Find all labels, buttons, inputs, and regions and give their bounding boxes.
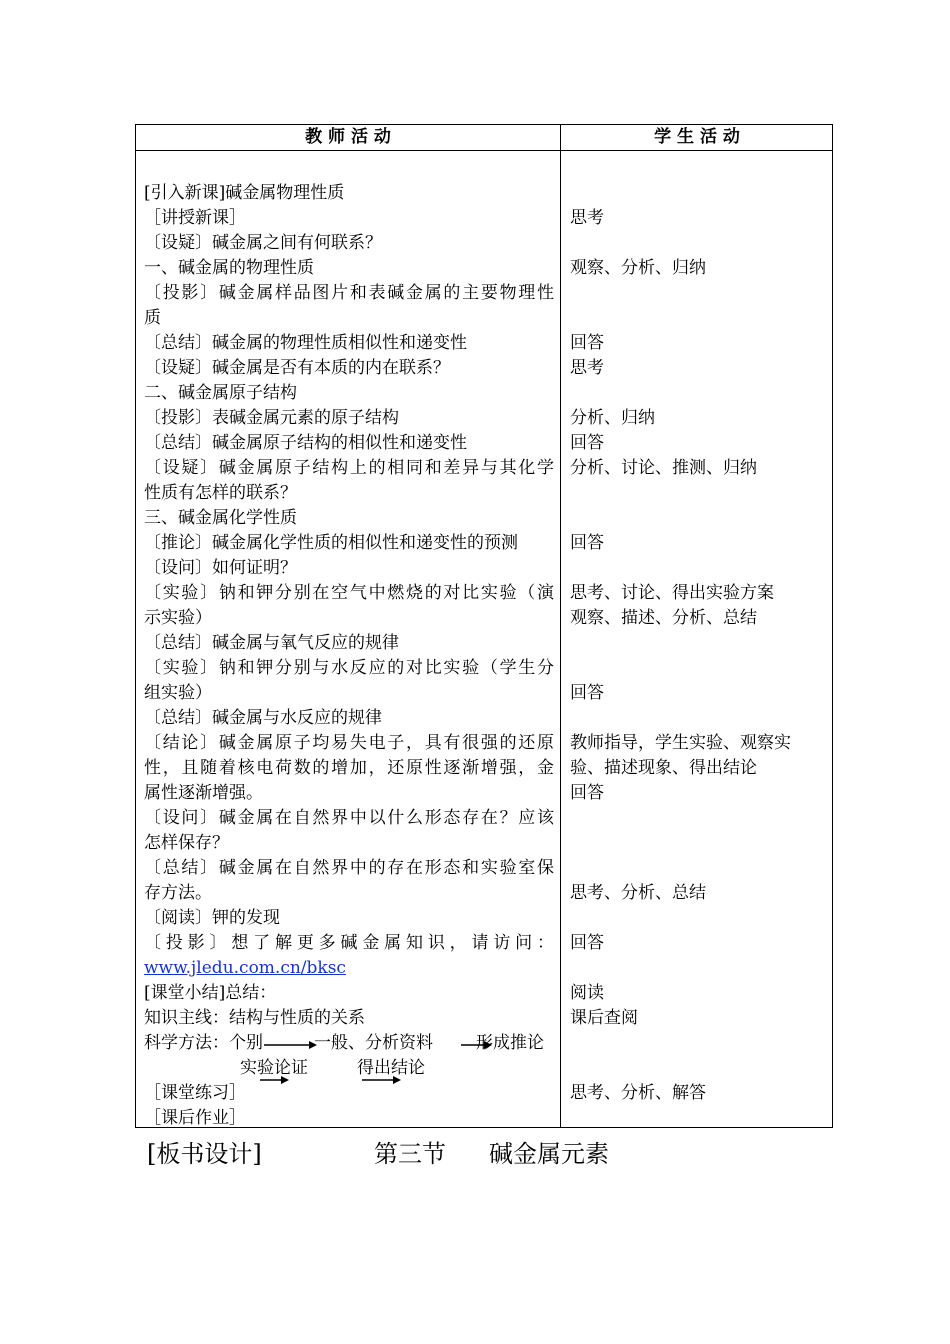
teacher-line: 属性逐渐增强。: [144, 783, 263, 803]
section-title: 碱金属元素: [489, 1140, 609, 1168]
teacher-line: 质: [144, 308, 161, 328]
teacher-line: 〔设问〕碱金属在自然界中以什么形态存在？应该: [144, 808, 554, 828]
resource-link[interactable]: www.jledu.com.cn/bksc: [144, 958, 346, 978]
teacher-line: 〔总结〕碱金属在自然界中的存在形态和实验室保: [144, 858, 554, 878]
teacher-line: ［课堂练习］: [144, 1083, 246, 1103]
student-line: 验、描述现象、得出结论: [570, 758, 757, 778]
column-divider: [560, 125, 561, 1127]
teacher-line: 〔结论〕碱金属原子均易失电子，具有很强的还原: [144, 733, 554, 753]
student-line: 观察、分析、归纳: [570, 258, 706, 278]
student-line: 思考、分析、解答: [570, 1083, 706, 1103]
teacher-line: 知识主线：结构与性质的关系: [144, 1008, 365, 1028]
method-step-conclude: 得出结论: [357, 1058, 425, 1078]
arrow-right-icon: [362, 1075, 402, 1085]
board-design-line: [147, 1138, 609, 1170]
header-divider: [136, 150, 832, 151]
method-step-inference: 形成推论: [476, 1033, 544, 1053]
method-step-verify: 实验论证: [240, 1058, 308, 1078]
student-line: 课后查阅: [570, 1008, 638, 1028]
teacher-line: [课堂小结]总结：: [144, 983, 277, 1003]
teacher-activity-header: 教 师 活 动: [305, 127, 391, 147]
teacher-line: 存方法。: [144, 883, 212, 903]
teacher-line: 三、碱金属化学性质: [144, 508, 297, 528]
teacher-line: 〔总结〕碱金属原子结构的相似性和递变性: [144, 433, 467, 453]
teacher-line: 一、碱金属的物理性质: [144, 258, 314, 278]
teacher-line: 〔实验〕钠和钾分别在空气中燃烧的对比实验（演: [144, 583, 554, 603]
teacher-line: [引入新课]碱金属物理性质: [144, 183, 345, 203]
arrow-right-icon: [260, 1075, 290, 1085]
teacher-line: 性质有怎样的联系？: [144, 483, 297, 503]
section-number: 第三节: [374, 1140, 446, 1168]
teacher-line: 〔阅读〕钾的发现: [144, 908, 280, 928]
teacher-line: 怎样保存？: [144, 833, 229, 853]
method-step-individual: 个别: [229, 1033, 263, 1053]
student-line: 回答: [570, 683, 604, 703]
student-line: 回答: [570, 533, 604, 553]
teacher-line: 〔设问〕如何证明？: [144, 558, 297, 578]
student-line: 思考: [570, 358, 604, 378]
method-label: 科学方法：: [144, 1033, 229, 1053]
student-line: 观察、描述、分析、总结: [570, 608, 757, 628]
teacher-line: 性，且随着核电荷数的增加，还原性逐渐增强，金: [144, 758, 554, 778]
board-design-label: [板书设计]: [147, 1140, 262, 1168]
teacher-line: 〔推论〕碱金属化学性质的相似性和递变性的预测: [144, 533, 518, 553]
teacher-line: 〔投影〕碱金属样品图片和表碱金属的主要物理性: [144, 283, 554, 303]
teacher-line: 〔设疑〕碱金属原子结构上的相同和差异与其化学: [144, 458, 554, 478]
teacher-line: 〔设疑〕碱金属是否有本质的内在联系？: [144, 358, 450, 378]
teacher-line: ［讲授新课］: [144, 208, 246, 228]
student-line: 分析、归纳: [570, 408, 655, 428]
teacher-line: ［课后作业］: [144, 1108, 246, 1128]
teacher-line: 〔实验〕钠和钾分别与水反应的对比实验（学生分: [144, 658, 554, 678]
arrow-right-icon: [264, 1040, 318, 1050]
student-line: 回答: [570, 433, 604, 453]
student-line: 回答: [570, 933, 604, 953]
student-line: 思考、分析、总结: [570, 883, 706, 903]
teacher-line: 〔总结〕碱金属与氧气反应的规律: [144, 633, 399, 653]
student-line: 分析、讨论、推测、归纳: [570, 458, 757, 478]
teacher-line: 〔总结〕碱金属与水反应的规律: [144, 708, 382, 728]
teacher-line: 二、碱金属原子结构: [144, 383, 297, 403]
teacher-line: 〔投影〕表碱金属元素的原子结构: [144, 408, 399, 428]
teacher-line: 组实验）: [144, 683, 212, 703]
method-step-general: 一般、分析资料: [314, 1033, 433, 1053]
student-line: 思考、讨论、得出实验方案: [570, 583, 774, 603]
teacher-line: 示实验）: [144, 608, 212, 628]
student-line: 教师指导，学生实验、观察实: [570, 733, 791, 753]
teacher-line: 〔投影〕想了解更多碱金属知识，请访问：: [144, 933, 554, 953]
student-line: 阅读: [570, 983, 604, 1003]
teacher-line: 〔设疑〕碱金属之间有何联系？: [144, 233, 382, 253]
student-line: 回答: [570, 783, 604, 803]
student-activity-header: 学 生 活 动: [654, 127, 740, 147]
lesson-plan-table: [135, 124, 833, 1128]
student-line: 回答: [570, 333, 604, 353]
teacher-line: 〔总结〕碱金属的物理性质相似性和递变性: [144, 333, 467, 353]
student-line: 思考: [570, 208, 604, 228]
